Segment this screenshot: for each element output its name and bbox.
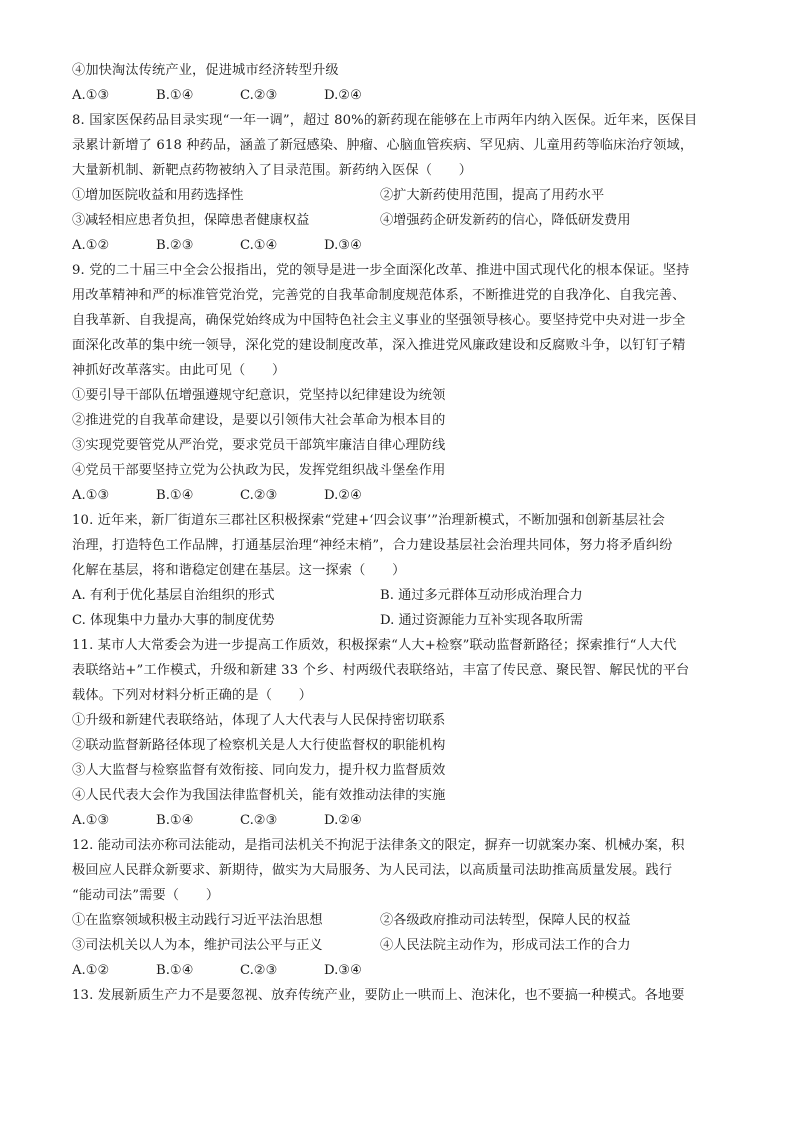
q9-option-a: A.①③ <box>72 488 110 503</box>
q10-option-c: C. 体现集中力量办大事的制度优势 <box>72 613 275 628</box>
q10-stem-line: 10. 近年来，新厂街道东三郡社区积极探索“党建+‘四会议事’”治理新模式，不断加强和创新基层社会 <box>72 513 665 528</box>
q9-option-b: B.①④ <box>156 488 194 503</box>
q12-options <box>72 958 722 983</box>
q12-item-3: ③司法机关以人为本，维护司法公平与正义 <box>72 938 323 953</box>
q9-item-3: ③实现党要管党从严治党，要求党员干部筑牢廉洁自律心理防线 <box>72 438 446 453</box>
q12-stem-line: 极回应人民群众新要求、新期待，做实为大局服务、为人民司法，以高质量司法助推高质量发展。践行 <box>72 863 673 878</box>
q12-stem-line: “能动司法”需要（ ） <box>72 888 220 903</box>
q8-items-row <box>72 208 722 233</box>
q10-option-a: A. 有利于优化基层自治组织的形式 <box>72 588 275 603</box>
q10-options-row <box>72 608 722 633</box>
q12-option-a: A.①② <box>72 963 110 978</box>
q12-items-row <box>72 908 722 933</box>
q9-option-d: D.②④ <box>324 488 362 503</box>
q12-option-d: D.③④ <box>324 963 362 978</box>
q11-stem-line: 11. 某市人大常委会为进一步提高工作质效，积极探索“人大+检察”联动监督新路径；探索推行“人大代 <box>72 638 677 653</box>
q13-stem-line: 13. 发展新质生产力不是要忽视、放弃传统产业，要防止一哄而上、泡沫化，也不要搞一种模式。各地要 <box>72 988 685 1003</box>
q9-item-1: ①要引导干部队伍增强遵规守纪意识，党坚持以纪律建设为统领 <box>72 388 446 403</box>
q8-options <box>72 233 722 258</box>
q12-stem-line: 12. 能动司法亦称司法能动，是指司法机关不拘泥于法律条文的限定，摒弃一切就案办案、机械办案，积 <box>72 838 685 853</box>
q8-item-2: ②扩大新药使用范围，提高了用药水平 <box>380 188 605 203</box>
q7-option-d: D.②④ <box>324 88 362 103</box>
q9-stem-line: 自我革新、自我提高，确保党始终成为中国特色社会主义事业的坚强领导核心。要坚持党中央对进一步全 <box>72 313 686 328</box>
q11-option-b: B.①④ <box>156 813 194 828</box>
q12-items-row <box>72 933 722 958</box>
q9-item-2: ②推进党的自我革命建设，是要以引领伟大社会革命为根本目的 <box>72 413 446 428</box>
q8-option-a: A.①② <box>72 238 110 253</box>
q8-item-4: ④增强药企研发新药的信心，降低研发费用 <box>380 213 631 228</box>
q8-item-3: ③减轻相应患者负担，保障患者健康权益 <box>72 213 310 228</box>
q11-item-1: ①升级和新建代表联络站，体现了人大代表与人民保持密切联系 <box>72 713 446 728</box>
q11-option-a: A.①③ <box>72 813 110 828</box>
q11-item-4: ④人民代表大会作为我国法律监督机关，能有效推动法律的实施 <box>72 788 446 803</box>
q8-items-row <box>72 183 722 208</box>
q10-option-d: D. 通过资源能力互补实现各取所需 <box>380 613 584 628</box>
q12-item-1: ①在监察领域积极主动践行习近平法治思想 <box>72 913 323 928</box>
q11-stem-line: 表联络站+”工作模式，升级和新建 33 个乡、村两级代表联络站，丰富了传民意、聚民智、解民忧的平台 <box>72 663 690 678</box>
q10-option-b: B. 通过多元群体互动形成治理合力 <box>380 588 583 603</box>
q12-item-2: ②各级政府推动司法转型，保障人民的权益 <box>380 913 631 928</box>
q9-option-c: C.②③ <box>240 488 278 503</box>
q11-stem-line: 载体。下列对材料分析正确的是（ ） <box>72 688 313 703</box>
q9-stem-line: 面深化改革的集中统一领导，深化党的建设制度改革，深入推进党风廉政建设和反腐败斗争，以钉钉子精 <box>72 338 686 353</box>
q9-stem-line: 用改革精神和严的标准管党治党，完善党的自我革命制度规范体系，不断推进党的自我净化、自我完善、 <box>72 288 686 303</box>
q7-item-4: ④加快淘汰传统产业，促进城市经济转型升级 <box>72 63 339 78</box>
q11-option-d: D.②④ <box>324 813 362 828</box>
exam-page <box>72 58 722 1008</box>
q11-options <box>72 808 722 833</box>
q10-stem-line: 治理，打造特色工作品牌，打通基层治理“神经末梢”，合力建设基层社会治理共同体，努力将矛盾纠纷 <box>72 538 673 553</box>
q8-stem-line: 8. 国家医保药品目录实现“一年一调”，超过 80%的新药现在能够在上市两年内纳入医保。近年来，医保目 <box>72 113 698 128</box>
q9-item-4: ④党员干部要坚持立党为公执政为民，发挥党组织战斗堡垒作用 <box>72 463 446 478</box>
q8-stem-line: 录累计新增了 618 种药品，涵盖了新冠感染、肿瘤、心脑血管疾病、罕见病、儿童用药等临床治疗领域， <box>72 138 694 153</box>
q10-stem-line: 化解在基层，将和谐稳定创建在基层。这一探索（ ） <box>72 563 406 578</box>
q9-stem-line: 9. 党的二十届三中全会公报指出，党的领导是进一步全面深化改革、推进中国式现代化的根本保证。坚持 <box>72 263 690 278</box>
q7-option-a: A.①③ <box>72 88 110 103</box>
q11-item-3: ③人大监督与检察监督有效衔接、同向发力，提升权力监督质效 <box>72 763 446 778</box>
q8-item-1: ①增加医院收益和用药选择性 <box>72 188 244 203</box>
q8-stem-line: 大量新机制、新靶点药物被纳入了目录范围。新药纳入医保（ ） <box>72 163 473 178</box>
q7-option-b: B.①④ <box>156 88 194 103</box>
q10-options-row <box>72 583 722 608</box>
q9-stem-line: 神抓好改革落实。由此可见（ ） <box>72 363 286 378</box>
q9-options <box>72 483 722 508</box>
q8-option-c: C.①④ <box>240 238 278 253</box>
q12-item-4: ④人民法院主动作为，形成司法工作的合力 <box>380 938 631 953</box>
q11-item-2: ②联动监督新路径体现了检察机关是人大行使监督权的职能机构 <box>72 738 446 753</box>
q12-option-c: C.②③ <box>240 963 278 978</box>
q7-options <box>72 83 722 108</box>
q12-option-b: B.①④ <box>156 963 194 978</box>
q8-option-b: B.②③ <box>156 238 194 253</box>
q11-option-c: C.②③ <box>240 813 278 828</box>
q7-option-c: C.②③ <box>240 88 278 103</box>
q8-option-d: D.③④ <box>324 238 362 253</box>
